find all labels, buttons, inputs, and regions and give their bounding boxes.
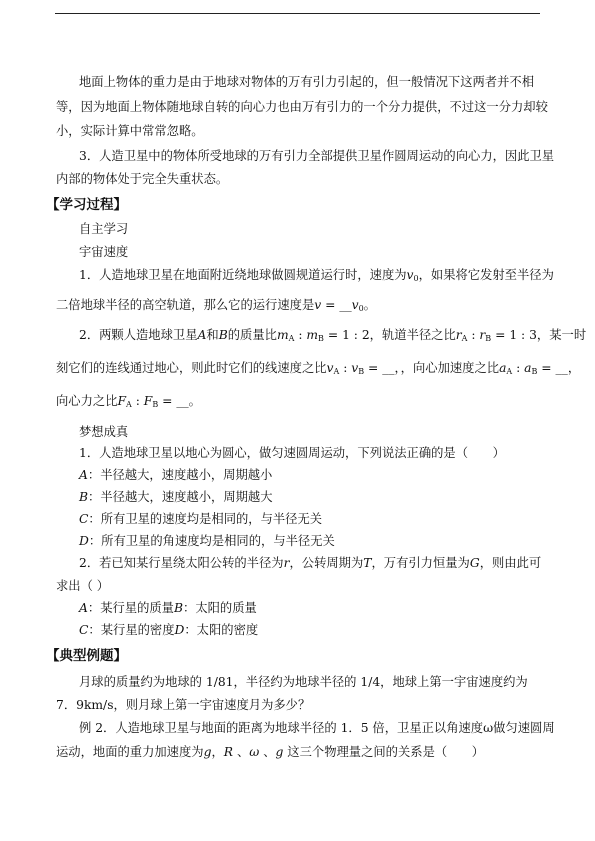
example-2-line-1: 例 2．人造地球卫星与地面的距离为地球半径的 1．5 倍，卫星正以角速度ω做匀速圆周 [79,721,555,735]
top-rule [55,13,540,14]
options-2-row-1: A：某行星的质量B：太阳的质量 [79,601,257,615]
question-1-line-1: 1．人造地球卫星在地面附近绕地球做圆规道运行时，速度为$v_0$，如果将它发射至半径为 [79,268,554,283]
section-heading-examples: 【典型例题】 [46,648,127,664]
intro-line-2: 等，因为地面上物体随地球自转的向心力也由万有引力的一个分力提供，不过这一分力却较 [56,100,548,114]
option-d: D：所有卫星的角速度均是相同的，与半径无关 [79,534,335,548]
example-1-line-2: 7．9km/s，则月球上第一宇宙速度月为多少？ [56,698,311,712]
point-3-line-1: 3．人造卫星中的物体所受地球的万有引力全部提供卫星作圆周运动的向心力，因此卫星 [79,149,555,163]
example-2-line-2: 运动，地面的重力加速度为g，R 、ω 、g 这三个物理量之间的关系是（ ） [56,745,485,759]
point-3-line-2: 内部的物体处于完全失重状态。 [56,172,229,186]
option-a: A：半径越大，速度越小，周期越小 [79,468,273,482]
dream-question-1: 1．人造地球卫星以地心为圆心，做匀速圆周运动，下列说法正确的是（ ） [79,446,505,460]
dream-label: 梦想成真 [79,425,129,439]
self-study-label: 自主学习 [79,222,129,236]
option-c: C：所有卫星的速度均是相同的，与半径无关 [79,512,323,526]
cosmic-velocity-label: 宇宙速度 [79,245,129,259]
options-2-row-2: C：某行星的密度D：太阳的密度 [79,623,259,637]
section-heading-learning-process: 【学习过程】 [46,197,127,213]
question-2-line-3: 向心力之比$F_A$ : $F_B$ = __。 [56,394,201,409]
option-b: B：半径越大，速度越小，周期越大 [79,490,273,504]
example-1-line-1: 月球的质量约为地球的 1/81，半径约为地球半径的 1/4，地球上第一宇宙速度约为 [79,675,528,689]
question-2-line-2: 刻它们的连线通过地心，则此时它们的线速度之比$v_A$ : $v_B$ = __，，向心加速度之比$a_A$ : $a_B$ = __， [56,361,581,376]
question-2-line-1: 2．两颗人造地球卫星A和B的质量比$m_A$ : $m_B = 1$ : 2，轨道半径之比$r_A$ : $r_B = 1$ : 3，某一时 [79,328,587,343]
intro-line-3: 小，实际计算中常常忽略。 [56,124,204,138]
intro-line-1: 地面上物体的重力是由于地球对物体的万有引力引起的，但一般情况下这两者并不相 [79,75,534,89]
dream-question-2-line-2: 求出（ ） [56,579,110,593]
dream-question-2-line-1: 2．若已知某行星绕太阳公转的半径为r，公转周期为T，万有引力恒量为G，则由此可 [79,556,542,570]
question-1-line-2: 二倍地球半径的高空轨道，那么它的运行速度是$v = \_\_v_0$。 [56,298,376,313]
